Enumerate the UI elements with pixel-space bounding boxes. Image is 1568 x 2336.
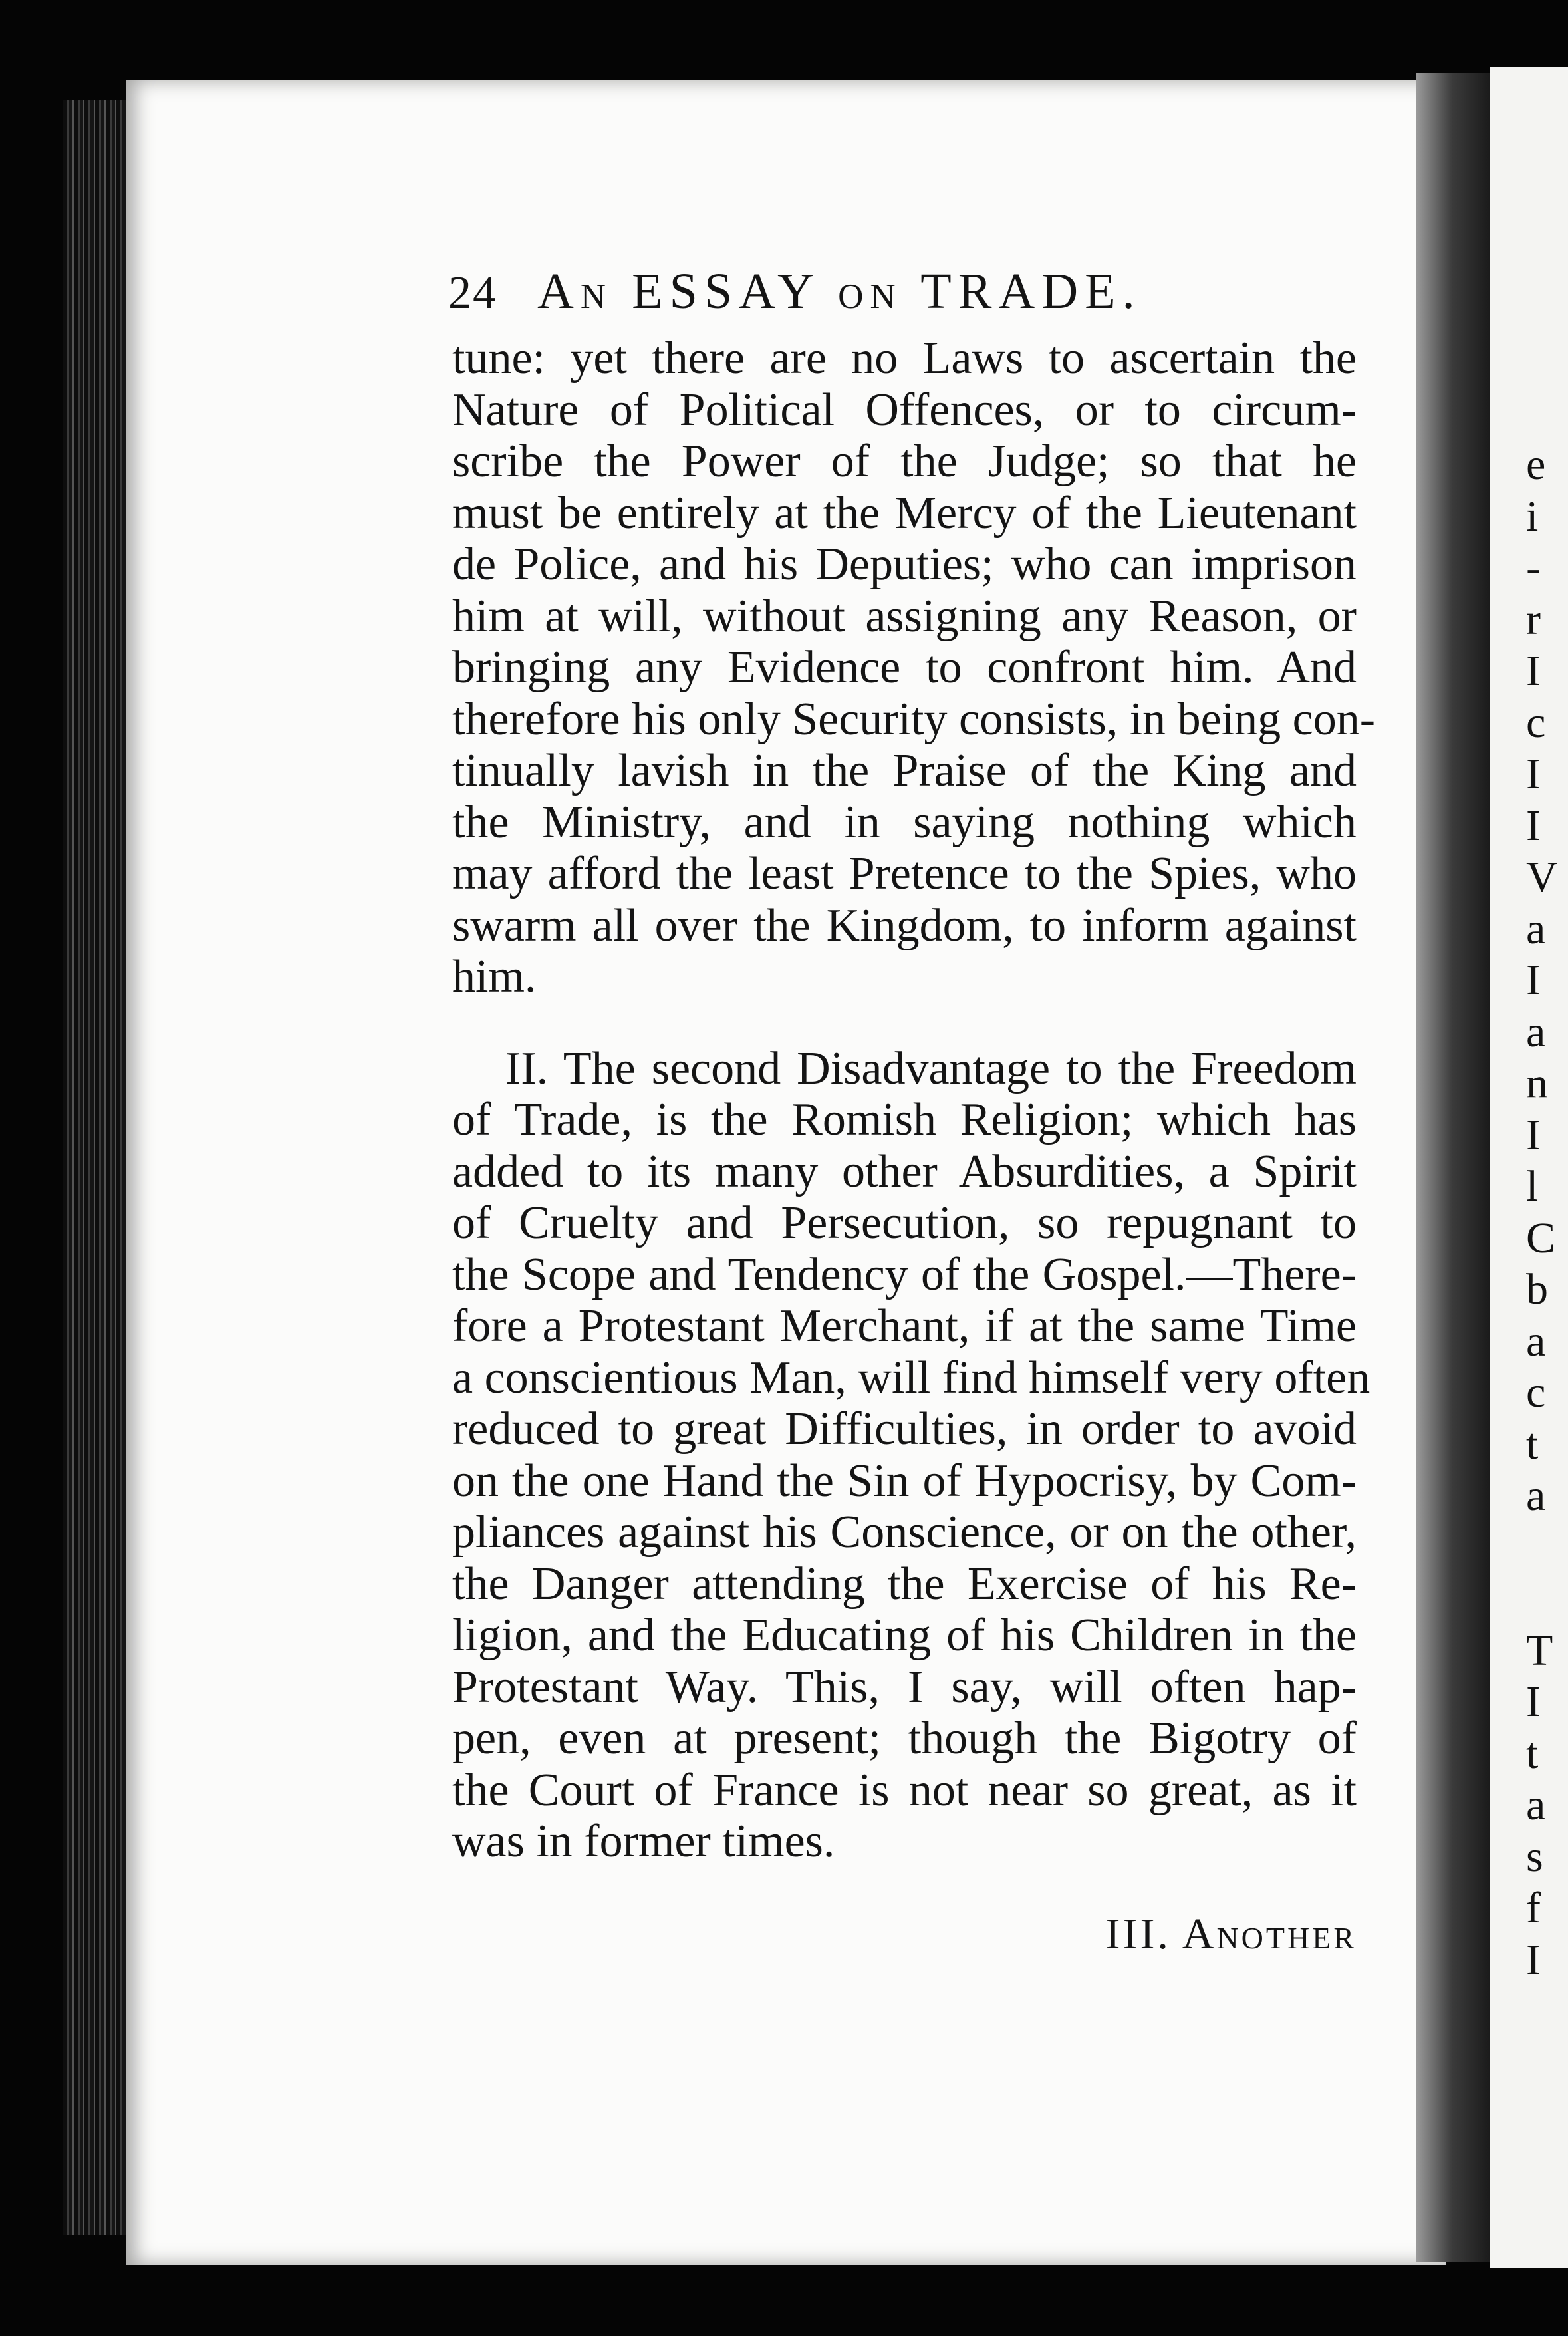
text-line: de Police, and his Deputies; who can imprison bbox=[452, 539, 1357, 590]
facing-letter: f bbox=[1526, 1884, 1541, 1932]
paragraph-gap bbox=[452, 1003, 1357, 1043]
text-line: Nature of Political Offences, or to circum- bbox=[452, 384, 1357, 436]
facing-letter: I bbox=[1526, 647, 1541, 695]
facing-letter: T bbox=[1526, 1626, 1553, 1675]
facing-letter: I bbox=[1526, 750, 1541, 798]
text-line: a conscientious Man, will find himself very often bbox=[452, 1352, 1371, 1403]
facing-letter: s bbox=[1526, 1832, 1543, 1881]
text-line: of Trade, is the Romish Religion; which has bbox=[452, 1094, 1357, 1145]
text-line: may afford the least Pretence to the Spies, who bbox=[452, 848, 1357, 899]
facing-letter: a bbox=[1526, 1471, 1546, 1520]
text-line: fore a Protestant Merchant, if at the same Time bbox=[452, 1300, 1357, 1352]
text-line: added to its many other Absurdities, a Spirit bbox=[452, 1145, 1357, 1197]
facing-letter: i bbox=[1526, 492, 1539, 541]
facing-letter: t bbox=[1526, 1729, 1539, 1778]
running-title: An ESSAY on TRADE. bbox=[537, 263, 1142, 319]
facing-letter: C bbox=[1526, 1213, 1556, 1262]
facing-letter: a bbox=[1526, 1781, 1546, 1829]
text-line: was in former times. bbox=[452, 1816, 835, 1867]
catchword: III. Another bbox=[1105, 1910, 1357, 1958]
text-line: scribe the Power of the Judge; so that he bbox=[452, 436, 1357, 487]
facing-letter: I bbox=[1526, 1935, 1541, 1984]
text-line: II. The second Disadvantage to the Freedom bbox=[505, 1042, 1357, 1094]
facing-letter: c bbox=[1526, 698, 1546, 747]
facing-letter: V bbox=[1526, 853, 1558, 901]
paragraph-2 bbox=[452, 1042, 1371, 1868]
text-line: him at will, without assigning any Reason, or bbox=[452, 590, 1357, 642]
facing-letter: c bbox=[1526, 1368, 1546, 1417]
text-block bbox=[448, 263, 1376, 1958]
facing-letter: a bbox=[1526, 1007, 1546, 1056]
text-line: the Court of France is not near so great, as it bbox=[452, 1764, 1357, 1816]
text-line: ligion, and the Educating of his Children in the bbox=[452, 1610, 1357, 1661]
facing-letter: I bbox=[1526, 801, 1541, 850]
text-line: of Cruelty and Persecution, so repugnant to bbox=[452, 1197, 1357, 1248]
text-line: tune: yet there are no Laws to ascertain the bbox=[452, 333, 1357, 384]
facing-letter bbox=[1526, 1522, 1568, 1574]
text-line: the Ministry, and in saying nothing which bbox=[452, 796, 1357, 848]
facing-letter: I bbox=[1526, 956, 1541, 1004]
page-gutter bbox=[1416, 73, 1496, 2262]
text-line: pen, even at present; though the Bigotry of bbox=[452, 1713, 1357, 1764]
facing-letter: e bbox=[1526, 440, 1546, 489]
page-number: 24 bbox=[448, 267, 497, 319]
facing-letter: a bbox=[1526, 904, 1546, 953]
text-line: Protestant Way. This, I say, will often hap- bbox=[452, 1661, 1357, 1713]
facing-letter: I bbox=[1526, 1110, 1541, 1159]
facing-letter: a bbox=[1526, 1316, 1546, 1366]
text-line: on the one Hand the Sin of Hypocrisy, by Com- bbox=[452, 1455, 1357, 1507]
book-edge bbox=[63, 100, 136, 2235]
text-line: the Danger attending the Exercise of his Re- bbox=[452, 1558, 1357, 1610]
text-line: must be entirely at the Mercy of the Lieutenant bbox=[452, 487, 1357, 539]
text-line: tinually lavish in the Praise of the King and bbox=[452, 745, 1357, 796]
facing-page-letters bbox=[1526, 439, 1568, 1985]
facing-letter: t bbox=[1526, 1419, 1539, 1469]
facing-letter: - bbox=[1526, 543, 1541, 592]
text-line: therefore his only Security consists, in being con- bbox=[452, 693, 1376, 745]
facing-letter: b bbox=[1526, 1265, 1548, 1314]
paragraph-1 bbox=[452, 333, 1376, 1003]
running-head bbox=[448, 263, 1357, 321]
text-line: the Scope and Tendency of the Gospel.—There- bbox=[452, 1248, 1357, 1300]
text-line: him. bbox=[452, 951, 537, 1002]
text-line: pliances against his Conscience, or on the other, bbox=[452, 1507, 1357, 1558]
facing-letter: n bbox=[1526, 1059, 1548, 1107]
text-line: reduced to great Difficulties, in order to avoid bbox=[452, 1403, 1357, 1455]
facing-letter: I bbox=[1526, 1678, 1541, 1726]
facing-letter: r bbox=[1526, 595, 1541, 644]
facing-letter: l bbox=[1526, 1162, 1539, 1211]
facing-letter bbox=[1526, 1573, 1568, 1625]
text-line: bringing any Evidence to confront him. And bbox=[452, 642, 1357, 693]
text-line: swarm all over the Kingdom, to inform against bbox=[452, 899, 1357, 951]
